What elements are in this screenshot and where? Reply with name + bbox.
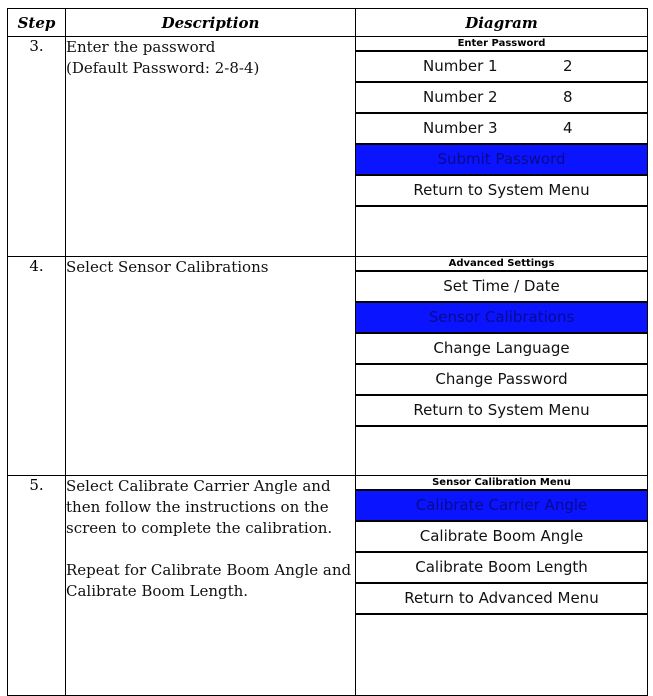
menu-item-calibrate-carrier-angle[interactable]: Calibrate Carrier Angle [356, 491, 647, 522]
screen-diagram-advanced-settings [356, 257, 648, 476]
menu-item-calibrate-boom-length[interactable]: Calibrate Boom Length [356, 553, 647, 584]
description-line: (Default Password: 2-8-4) [66, 59, 260, 77]
number-value: 4 [563, 119, 573, 137]
step-number: 5. [8, 476, 66, 696]
step-description [66, 37, 356, 257]
number-label: Number 3 [423, 119, 498, 137]
step-description [66, 476, 356, 696]
number-label: Number 1 [423, 57, 498, 75]
table-header-row [8, 9, 648, 37]
password-number-3[interactable] [356, 114, 647, 145]
table-row [8, 476, 648, 696]
step-description [66, 257, 356, 476]
step-number: 3. [8, 37, 66, 257]
menu-item-sensor-calibrations[interactable]: Sensor Calibrations [356, 303, 647, 334]
return-to-advanced-menu-button[interactable]: Return to Advanced Menu [356, 584, 647, 615]
menu-item-change-language[interactable]: Change Language [356, 334, 647, 365]
return-to-system-menu-button[interactable]: Return to System Menu [356, 176, 647, 207]
description-line: Select Sensor Calibrations [66, 258, 269, 276]
screen-diagram-enter-password [356, 37, 648, 257]
instruction-table [7, 8, 648, 696]
menu-item-set-time-date[interactable]: Set Time / Date [356, 272, 647, 303]
screen-diagram-sensor-calibration-menu [356, 476, 648, 696]
return-to-system-menu-button[interactable]: Return to System Menu [356, 396, 647, 427]
screen-title: Sensor Calibration Menu [356, 476, 647, 491]
number-value: 8 [563, 88, 573, 106]
step-header: Step [8, 9, 66, 37]
number-value: 2 [563, 57, 573, 75]
menu-item-change-password[interactable]: Change Password [356, 365, 647, 396]
description-paragraph: Select Calibrate Carrier Angle and then follow the instructions on the screen to complete the calibration. [66, 477, 333, 537]
description-header: Description [66, 9, 356, 37]
screen-title: Enter Password [356, 37, 647, 52]
screen-title: Advanced Settings [356, 257, 647, 272]
number-label: Number 2 [423, 88, 498, 106]
description-line: Enter the password [66, 38, 216, 56]
menu-item-calibrate-boom-angle[interactable]: Calibrate Boom Angle [356, 522, 647, 553]
submit-password-button[interactable]: Submit Password [356, 145, 647, 176]
password-number-2[interactable] [356, 83, 647, 114]
step-number: 4. [8, 257, 66, 476]
table-row [8, 257, 648, 476]
diagram-header: Diagram [356, 9, 648, 37]
table-row [8, 37, 648, 257]
password-number-1[interactable] [356, 52, 647, 83]
description-paragraph: Repeat for Calibrate Boom Angle and Calibrate Boom Length. [66, 561, 352, 600]
